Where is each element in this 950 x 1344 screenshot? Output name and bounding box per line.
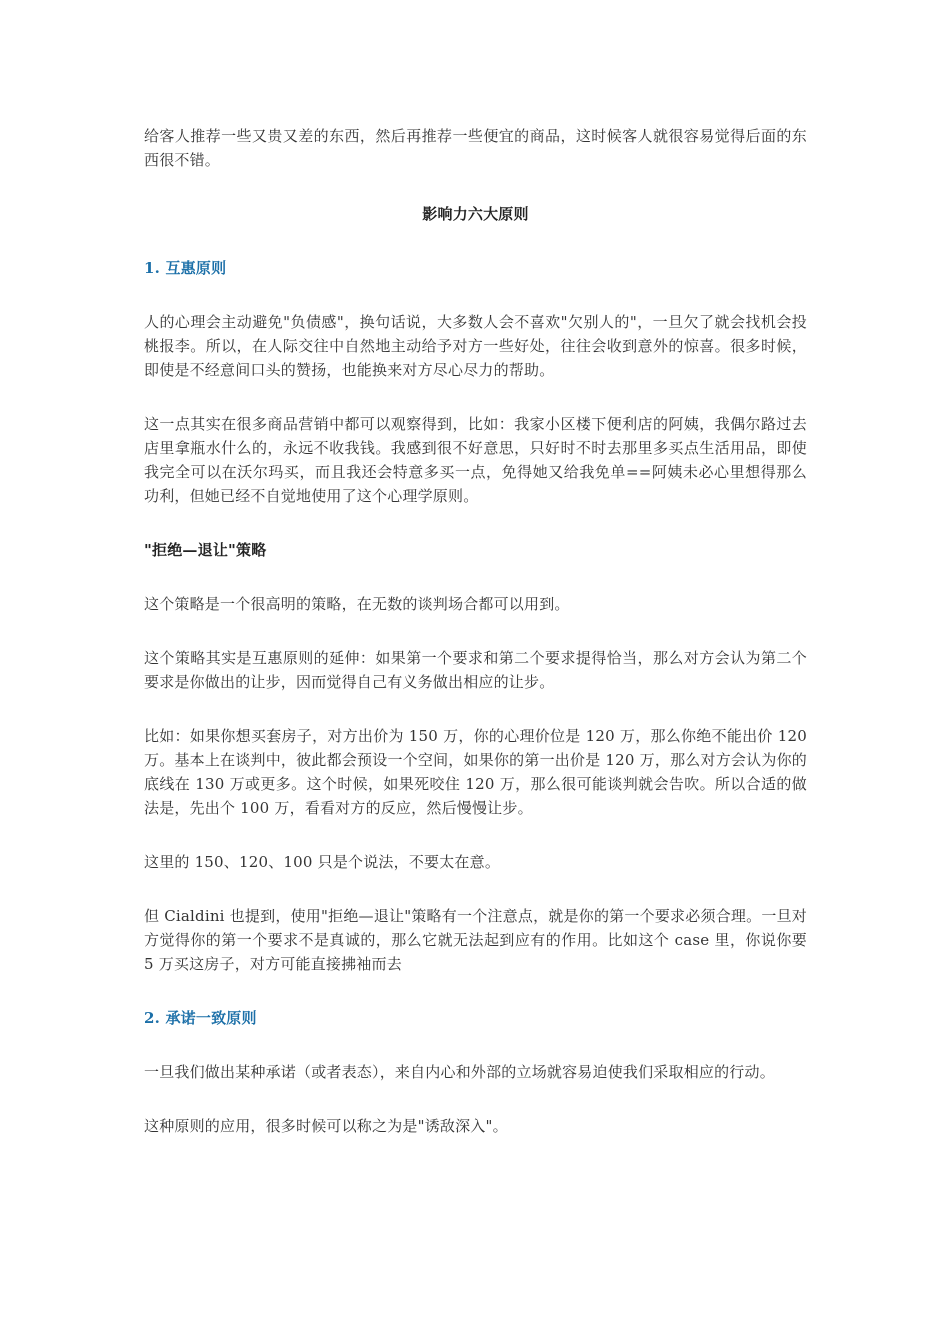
paragraph: 一旦我们做出某种承诺（或者表态），来自内心和外部的立场就容易迫使我们采取相应的行动。 bbox=[144, 1063, 775, 1081]
section-heading-commitment: 2. 承诺一致原则 bbox=[144, 1009, 257, 1027]
document-title: 影响力六大原则 bbox=[422, 205, 529, 223]
section-heading-reciprocity: 1. 互惠原则 bbox=[144, 259, 227, 277]
strategy-heading: "拒绝—退让"策略 bbox=[144, 541, 267, 559]
paragraph: 这种原则的应用，很多时候可以称之为是"诱敌深入"。 bbox=[144, 1117, 508, 1135]
paragraph: 这一点其实在很多商品营销中都可以观察得到，比如：我家小区楼下便利店的阿姨，我偶尔路过去店里拿瓶水什么的，永远不收我钱。我感到很不好意思，只好时不时去那里多买点生活用品，即使我完全可以在沃尔玛买，而且我还会特意多买一点，免得她又给我免单==阿姨未必心里想得那么功利，但她已经不自觉地使用了这个心理学原则。 bbox=[144, 415, 807, 505]
intro-paragraph: 给客人推荐一些又贵又差的东西，然后再推荐一些便宜的商品，这时候客人就很容易觉得后面的东西很不错。 bbox=[144, 127, 807, 169]
paragraph: 人的心理会主动避免"负债感"，换句话说，大多数人会不喜欢"欠别人的"，一旦欠了就会找机会投桃报李。所以，在人际交往中自然地主动给予对方一些好处，往往会收到意外的惊喜。很多时候，即使是不经意间口头的赞扬，也能换来对方尽心尽力的帮助。 bbox=[144, 313, 807, 379]
paragraph: 这个策略是一个很高明的策略，在无数的谈判场合都可以用到。 bbox=[144, 595, 570, 613]
document-body bbox=[144, 124, 807, 1138]
paragraph: 这个策略其实是互惠原则的延伸：如果第一个要求和第二个要求提得恰当，那么对方会认为第二个要求是你做出的让步，因而觉得自己有义务做出相应的让步。 bbox=[144, 649, 807, 691]
paragraph: 比如：如果你想买套房子，对方出价为 150 万，你的心理价位是 120 万，那么你绝不能出价 120 万。基本上在谈判中，彼此都会预设一个空间，如果你的第一出价是 120 万，那么对方会认为你的底线在 130 万或更多。这个时候，如果死咬住 120 万，那么很可能谈判就会告吹。所以合适的做法是，先出个 100 万，看看对方的反应，然后慢慢让步。 bbox=[144, 727, 807, 817]
paragraph: 这里的 150、120、100 只是个说法，不要太在意。 bbox=[144, 853, 501, 871]
paragraph: 但 Cialdini 也提到，使用"拒绝—退让"策略有一个注意点，就是你的第一个要求必须合理。一旦对方觉得你的第一个要求不是真诚的，那么它就无法起到应有的作用。比如这个 case 里，你说你要 5 万买这房子，对方可能直接拂袖而去 bbox=[144, 907, 807, 973]
